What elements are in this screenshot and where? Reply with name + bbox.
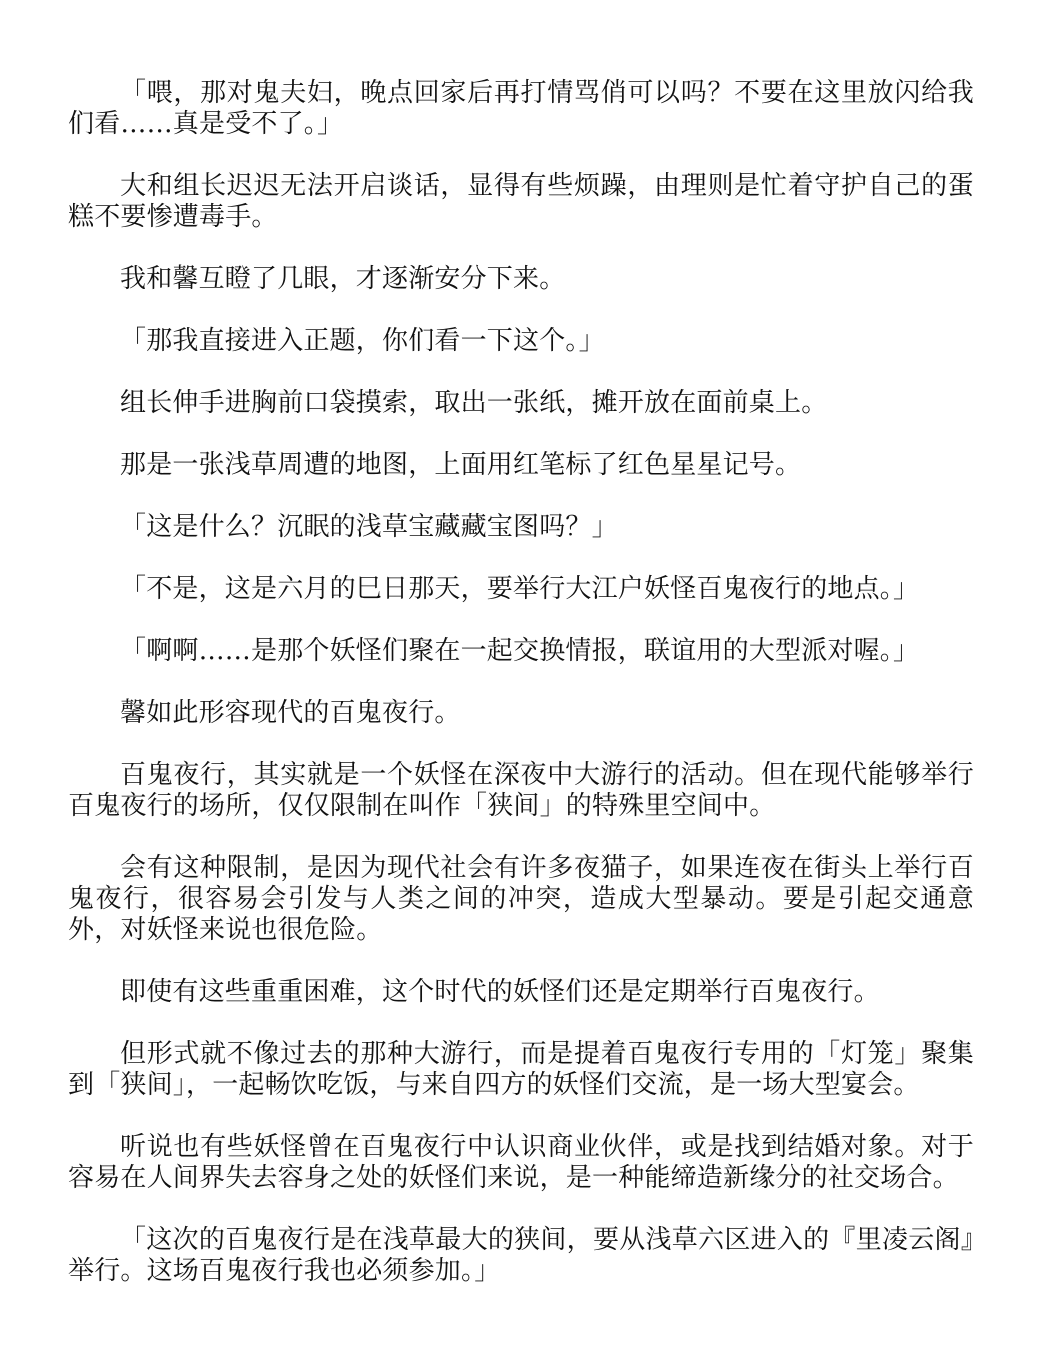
paragraph: 「不是，这是六月的巳日那天，要举行大江户妖怪百鬼夜行的地点。」 [120,574,920,604]
paragraph: 组长伸手进胸前口袋摸索，取出一张纸，摊开放在面前桌上。 [120,388,828,418]
paragraph: 「喂，那对鬼夫妇，晚点回家后再打情骂俏可以吗？不要在这里放闪给我们看……真是受不了。」 [68,78,974,139]
paragraph: 我和馨互瞪了几眼，才逐渐安分下来。 [120,264,566,294]
paragraph: 听说也有些妖怪曾在百鬼夜行中认识商业伙伴，或是找到结婚对象。对于容易在人间界失去容身之处的妖怪们来说，是一种能缔造新缘分的社交场合。 [68,1132,974,1193]
paragraph: 但形式就不像过去的那种大游行，而是提着百鬼夜行专用的「灯笼」聚集到「狭间」，一起畅饮吃饭，与来自四方的妖怪们交流，是一场大型宴会。 [68,1039,974,1100]
document-page [68,78,974,1318]
paragraph: 会有这种限制，是因为现代社会有许多夜猫子，如果连夜在街头上举行百鬼夜行，很容易会引发与人类之间的冲突，造成大型暴动。要是引起交通意外，对妖怪来说也很危险。 [68,853,974,945]
paragraph: 那是一张浅草周遭的地图，上面用红笔标了红色星星记号。 [120,450,802,480]
paragraph: 即使有这些重重困难，这个时代的妖怪们还是定期举行百鬼夜行。 [120,977,880,1007]
paragraph: 「这是什么？沉眠的浅草宝藏藏宝图吗？」 [120,512,618,542]
paragraph: 「那我直接进入正题，你们看一下这个。」 [120,326,605,356]
paragraph: 「这次的百鬼夜行是在浅草最大的狭间，要从浅草六区进入的『里凌云阁』举行。这场百鬼夜行我也必须参加。」 [68,1225,974,1286]
paragraph: 馨如此形容现代的百鬼夜行。 [120,698,461,728]
paragraph: 「啊啊……是那个妖怪们聚在一起交换情报，联谊用的大型派对喔。」 [120,636,920,666]
paragraph: 百鬼夜行，其实就是一个妖怪在深夜中大游行的活动。但在现代能够举行百鬼夜行的场所，仅仅限制在叫作「狭间」的特殊里空间中。 [68,760,974,821]
paragraph: 大和组长迟迟无法开启谈话，显得有些烦躁，由理则是忙着守护自己的蛋糕不要惨遭毒手。 [68,171,974,232]
